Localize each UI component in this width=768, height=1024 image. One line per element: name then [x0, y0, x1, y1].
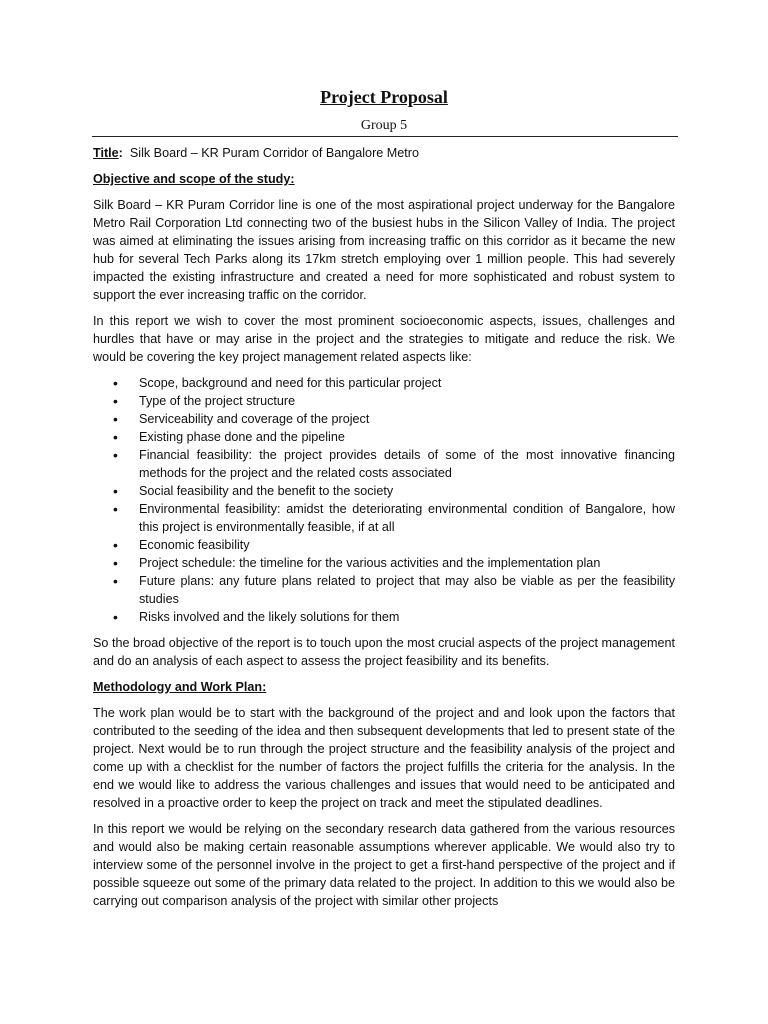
methodology-paragraph-2: In this report we would be relying on the secondary research data gathered from the various resources and would also be making certain reasonable assumptions wherever applicable. We would also try to interview some of the personnel involve in the project to get a first-hand perspective of the project and if possible squeeze out some of the primary data related to the project. In addition to this we would also be carrying out comparison analysis of the project with similar other projects — [93, 822, 675, 908]
title-divider — [92, 136, 678, 137]
methodology-heading-colon: : — [262, 680, 267, 694]
document-body — [93, 144, 675, 918]
list-item: • Economic feasibility — [93, 536, 675, 554]
list-item: • Environmental feasibility: amidst the deteriorating environmental condition of Bangalore, how this project is environmentally feasible, if at all — [93, 500, 675, 536]
objective-paragraph-1: Silk Board – KR Puram Corridor line is one of the most aspirational project underway for the Bangalore Metro Rail Corporation Ltd connecting two of the busiest hubs in the Silicon Valley of India. The project was aimed at eliminating the issues arising from increasing traffic on this corridor as it became the new hub for several Tech Parks along its 17km stretch employing over 1 million people. This had severely impacted the existing infrastructure and created a need for more sophisticated and robust system to support the ever increasing traffic on the corridor. — [93, 198, 675, 302]
objective-heading: Objective and scope of the study: — [93, 172, 295, 186]
group-label: Group 5 — [360, 118, 408, 133]
objective-paragraph-2: In this report we wish to cover the most prominent socioeconomic aspects, issues, challenges and hurdles that have or may arise in the project and the strategies to mitigate and reduce the risk. We would be covering the key project management related aspects like: — [93, 314, 675, 364]
list-item: • Scope, background and need for this particular project — [93, 374, 675, 392]
title-label: Title — [93, 146, 119, 160]
document-title: Project Proposal — [320, 87, 448, 107]
list-item: • Financial feasibility: the project provides details of some of the most innovative financing methods for the project and the related costs associated — [93, 446, 675, 482]
methodology-paragraph-1: The work plan would be to start with the background of the project and and look upon the factors that contributed to the seeding of the idea and then subsequent developments that led to present state of the project. Next would be to run through the project structure and the feasibility analysis of the project and come up with a checklist for the number of factors the project fulfills the criteria for the analysis. In the end we would like to address the various challenges and issues that would need to be anticipated and resolved in a proactive order to keep the project on track and meet the stipulated deadlines. — [93, 706, 675, 810]
aspects-list — [93, 374, 675, 626]
list-item: • Risks involved and the likely solutions for them — [93, 608, 675, 626]
list-item: • Project schedule: the timeline for the various activities and the implementation plan — [93, 554, 675, 572]
list-item: • Social feasibility and the benefit to the society — [93, 482, 675, 500]
list-item: • Type of the project structure — [93, 392, 675, 410]
project-title-value: Silk Board – KR Puram Corridor of Bangalore Metro — [129, 146, 419, 160]
list-item: • Serviceability and coverage of the project — [93, 410, 675, 428]
title-colon: : — [118, 146, 123, 160]
methodology-heading-text: Methodology and Work Plan — [93, 680, 263, 694]
list-item: • Future plans: any future plans related to project that may also be viable as per the feasibility studies — [93, 572, 675, 608]
methodology-heading — [93, 678, 675, 696]
project-title-line — [93, 144, 675, 162]
objective-paragraph-3: So the broad objective of the report is to touch upon the most crucial aspects of the project management and do an analysis of each aspect to assess the project feasibility and its benefits. — [93, 636, 675, 668]
list-item: • Existing phase done and the pipeline — [93, 428, 675, 446]
